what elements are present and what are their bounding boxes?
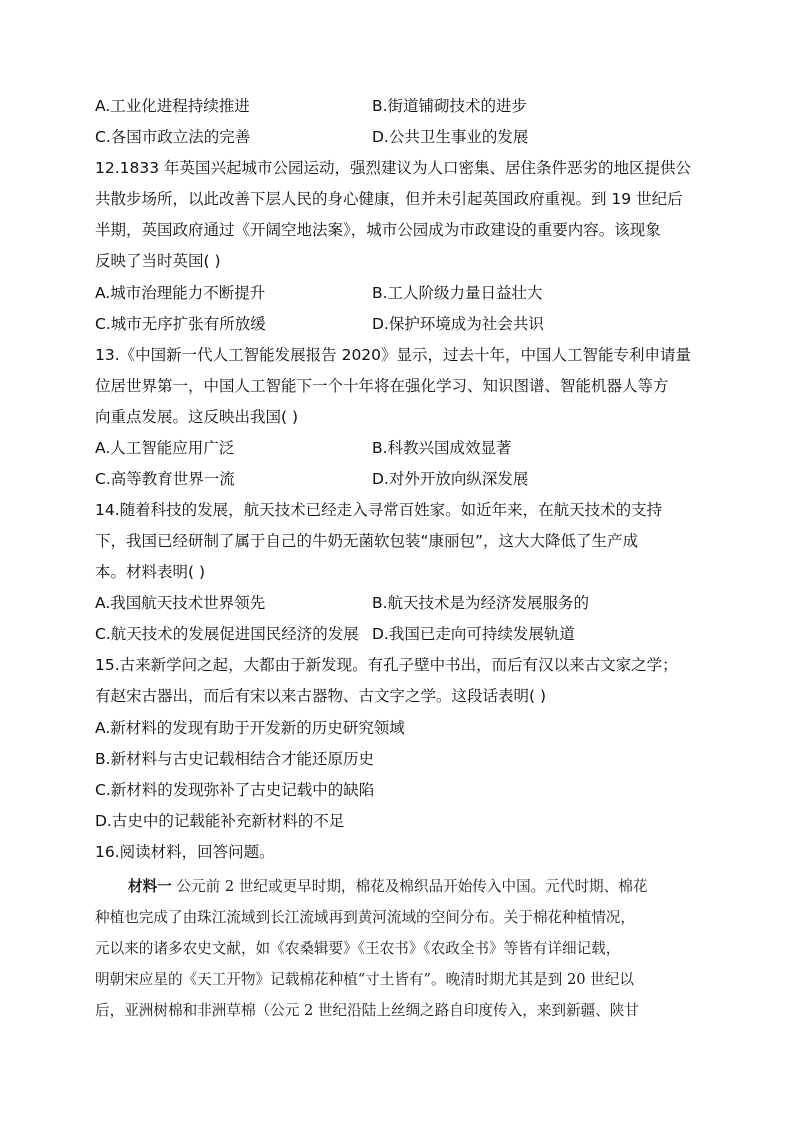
q13-option-a[interactable]: A.人工智能应用广泛 <box>95 439 235 457</box>
q12-stem-line-1: 12.1833 年英国兴起城市公园运动，强烈建议为人口密集、居住条件恶劣的地区提供公 <box>95 159 692 177</box>
q16-material-line-5: 后，亚洲树棉和非洲草棉（公元 2 世纪沿陆上丝绸之路自印度传入，来到新疆、陕甘 <box>95 1002 639 1019</box>
q14-option-b[interactable]: B.航天技术是为经济发展服务的 <box>372 594 590 612</box>
q12-stem-line-3: 半期，英国政府通过《开阔空地法案》，城市公园成为市政建设的重要内容。该现象 <box>95 221 661 239</box>
q14-stem-line-2: 下，我国已经研制了属于自己的牛奶无菌软包装“康丽包”，这大大降低了生产成 <box>95 532 639 550</box>
q15-stem-line-1: 15.古来新学问之起，大都由于新发现。有孔子壁中书出，而后有汉以来古文家之学； <box>95 656 678 674</box>
q13-stem-line-1: 13.《中国新一代人工智能发展报告 2020》显示，过去十年，中国人工智能专利申请量 <box>95 346 692 364</box>
q15-stem-line-2: 有赵宋古器出，而后有宋以来古器物、古文字之学。这段话表明( ) <box>95 687 547 705</box>
q13-stem-line-3: 向重点发展。这反映出我国( ) <box>95 408 299 426</box>
q14-stem-line-3: 本。材料表明( ) <box>95 563 206 581</box>
q15-option-d[interactable]: D.古史中的记载能补充新材料的不足 <box>95 812 345 830</box>
q12-stem-line-4: 反映了当时英国( ) <box>95 252 221 270</box>
q12-stem-line-2: 共散步场所，以此改善下层人民的身心健康，但并未引起英国政府重视。到 19 世纪后 <box>95 190 683 208</box>
q12-option-d[interactable]: D.保护环境成为社会共识 <box>372 315 544 333</box>
q16-material-line-4: 明朝宋应星的《天工开物》记载棉花种植“寸土皆有”。晚清时期尤其是到 20 世纪以 <box>95 971 634 988</box>
q11-option-b[interactable]: B.街道铺砌技术的进步 <box>372 97 528 115</box>
q11-option-d[interactable]: D.公共卫生事业的发展 <box>372 128 529 146</box>
q14-option-c[interactable]: C.航天技术的发展促进国民经济的发展 <box>95 625 359 643</box>
q15-option-a[interactable]: A.新材料的发现有助于开发新的历史研究领域 <box>95 719 405 737</box>
q16-material-line-1 <box>128 877 647 897</box>
q13-stem-line-2: 位居世界第一，中国人工智能下一个十年将在强化学习、知识图谱、智能机器人等方 <box>95 377 669 395</box>
q11-option-a[interactable]: A.工业化进程持续推进 <box>95 97 250 115</box>
q16-material-text-1: 公元前 2 世纪或更早时期，棉花及棉织品开始传入中国。元代时期、棉花 <box>171 878 648 895</box>
q16-stem: 16.阅读材料，回答问题。 <box>95 843 275 861</box>
q14-stem-line-1: 14.随着科技的发展，航天技术已经走入寻常百姓家。如近年来，在航天技术的支持 <box>95 501 663 519</box>
q15-option-b[interactable]: B.新材料与古史记载相结合才能还原历史 <box>95 750 375 768</box>
q16-material-line-3: 元以来的诸多农史文献，如《农桑辑要》《王农书》《农政全书》等皆有详细记载， <box>95 940 621 957</box>
q13-option-d[interactable]: D.对外开放向纵深发展 <box>372 470 529 488</box>
q13-option-c[interactable]: C.高等教育世界一流 <box>95 470 235 488</box>
q16-material-line-2: 种植也完成了由珠江流域到长江流域再到黄河流域的空间分布。关于棉花种植情况， <box>95 909 635 926</box>
q16-material-lead: 材料一 <box>128 878 172 895</box>
q13-option-b[interactable]: B.科教兴国成效显著 <box>372 439 512 457</box>
q14-option-d[interactable]: D.我国已走向可持续发展轨道 <box>372 625 575 643</box>
q12-option-b[interactable]: B.工人阶级力量日益壮大 <box>372 284 543 302</box>
q15-option-c[interactable]: C.新材料的发现弥补了古史记载中的缺陷 <box>95 781 375 799</box>
q14-option-a[interactable]: A.我国航天技术世界领先 <box>95 594 266 612</box>
q12-option-c[interactable]: C.城市无序扩张有所放缓 <box>95 315 266 333</box>
q11-option-c[interactable]: C.各国市政立法的完善 <box>95 128 251 146</box>
q12-option-a[interactable]: A.城市治理能力不断提升 <box>95 284 266 302</box>
